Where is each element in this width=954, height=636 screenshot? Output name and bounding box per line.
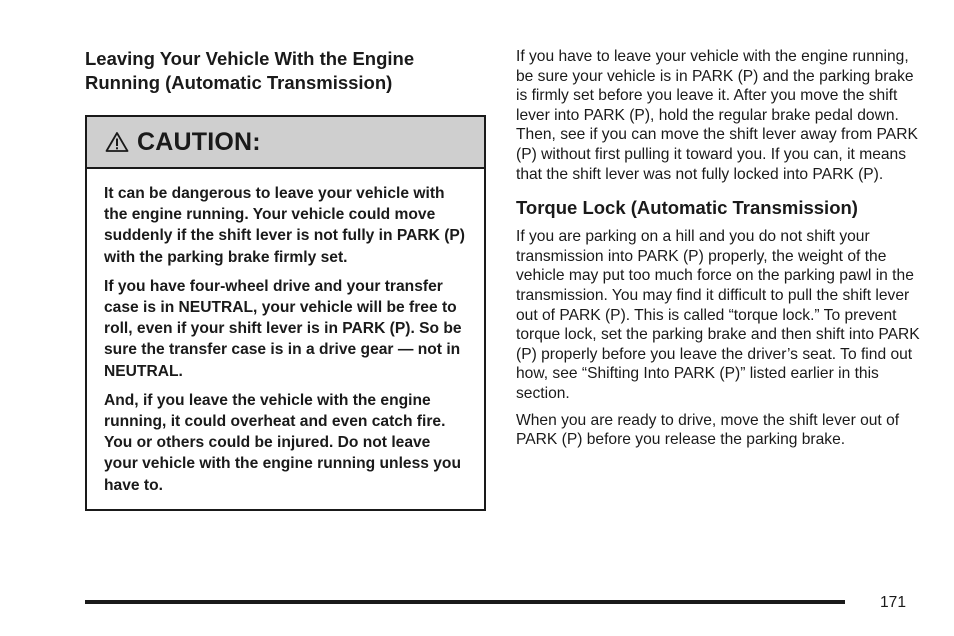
caution-box xyxy=(85,115,486,511)
caution-paragraph: And, if you leave the vehicle with the engine running, it could overheat and even catch fire. You or others could be injured. Do not leave your vehicle with the engine running unless you have to. xyxy=(104,391,461,494)
caution-body xyxy=(87,169,484,509)
left-column xyxy=(85,47,486,511)
release-paragraph: When you are ready to drive, move the shift lever out of PARK (P) before you release the parking brake. xyxy=(516,411,900,449)
torque-lock-paragraph: If you are parking on a hill and you do not shift your transmission into PARK (P) properly, the weight of the vehicle may put too much force on the parking pawl in the transmission. You may find it difficult to pull the shift lever out of PARK (P). This is called “torque lock.” To prevent torque lock, set the parking brake and then shift into PARK (P) properly before you leave the driver’s seat. To find out how, see “Shifting Into PARK (P)” listed earlier in this section. xyxy=(516,228,920,402)
caution-paragraph: It can be dangerous to leave your vehicle with the engine running. Your vehicle could move suddenly if the shift lever is not fully in PARK (P) with the parking brake firmly set. xyxy=(104,185,466,266)
section-heading xyxy=(85,47,486,95)
page-number: 171 xyxy=(880,594,907,611)
section-heading-line1: Leaving Your Vehicle With the Engine xyxy=(85,48,415,69)
caution-header xyxy=(87,117,484,169)
torque-lock-heading: Torque Lock (Automatic Transmission) xyxy=(516,197,858,219)
caution-paragraph: If you have four-wheel drive and your transfer case is in NEUTRAL, your vehicle will be free to roll, even if your shift lever is in PARK (P). So be sure the transfer case is in a drive gear — not in NEUTRAL. xyxy=(104,277,462,380)
caution-title: CAUTION: xyxy=(137,127,261,156)
right-column xyxy=(516,47,926,457)
section-heading-line2: Running (Automatic Transmission) xyxy=(85,72,393,93)
intro-paragraph: If you have to leave your vehicle with the engine running, be sure your vehicle is in PARK (P) and the parking brake is firmly set before you leave it. After you move the shift lever into PARK (P), hold the regular brake pedal down. Then, see if you can move the shift lever away from PARK (P) without first pulling it toward you. If you can, it means that the shift lever was not fully locked into PARK (P). xyxy=(516,48,918,183)
footer-rule xyxy=(85,600,845,604)
warning-triangle-icon xyxy=(105,131,129,153)
